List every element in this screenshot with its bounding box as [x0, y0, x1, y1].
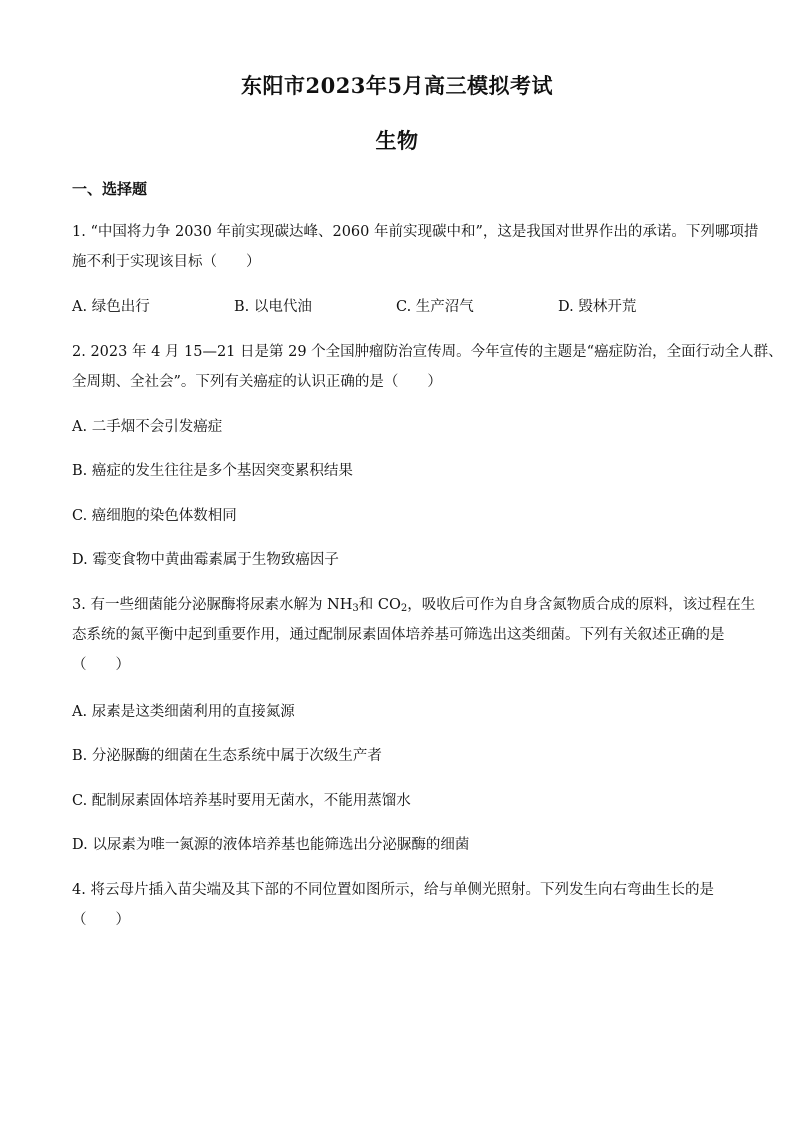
- option-a: A. 绿色出行: [72, 299, 150, 315]
- question-4-line-1: 4. 将云母片插入苗尖端及其下部的不同位置如图所示，给与单侧光照射。下列发生向右弯曲生长的是: [72, 882, 714, 898]
- question-3-option-b: B. 分泌脲酶的细菌在生态系统中属于次级生产者: [72, 748, 382, 764]
- subscript-3: 3: [352, 603, 359, 614]
- option-d: D. 毁林开荒: [558, 299, 637, 315]
- question-3-line-1: [72, 595, 756, 619]
- exam-title: 东阳市2023年5月高三模拟考试: [240, 73, 554, 98]
- option-b: B. 以电代油: [234, 299, 312, 315]
- question-3-line-3: （ ）: [72, 657, 130, 673]
- option-c: C. 生产沼气: [396, 299, 474, 315]
- question-2-option-c: C. 癌细胞的染色体数相同: [72, 508, 237, 524]
- subject-title: 生物: [375, 128, 419, 153]
- subscript-2: 2: [400, 603, 408, 614]
- question-3-option-d: D. 以尿素为唯一氮源的液体培养基也能筛选出分泌脲酶的细菌: [72, 837, 470, 853]
- question-1-options: [72, 297, 732, 317]
- question-2-option-d: D. 霉变食物中黄曲霉素属于生物致癌因子: [72, 552, 339, 568]
- question-2-line-2: 全周期、全社会”。下列有关癌症的认识正确的是（ ）: [72, 374, 442, 390]
- question-2-option-b: B. 癌症的发生往往是多个基因突变累积结果: [72, 463, 353, 479]
- question-1-line-2: 施不利于实现该目标（ ）: [72, 254, 261, 270]
- question-3-option-c: C. 配制尿素固体培养基时要用无菌水，不能用蒸馏水: [72, 793, 411, 809]
- question-3-line-1-mid: 和 CO: [358, 597, 401, 613]
- question-3-line-1-pre: 3. 有一些细菌能分泌脲酶将尿素水解为 NH: [72, 597, 353, 613]
- question-2-line-1: 2. 2023 年 4 月 15—21 日是第 29 个全国肿瘤防治宣传周。今年宣传的主题是“癌症防治，全面行动全人群、: [72, 344, 783, 360]
- section-heading: 一、选择题: [72, 180, 148, 198]
- question-3-option-a: A. 尿素是这类细菌利用的直接氮源: [72, 704, 295, 720]
- question-1-line-1: 1. “中国将力争 2030 年前实现碳达峰、2060 年前实现碳中和”，这是我国对世界作出的承诺。下列哪项措: [72, 224, 759, 240]
- question-2-option-a: A. 二手烟不会引发癌症: [72, 419, 223, 435]
- question-3-line-2: 态系统的氮平衡中起到重要作用，通过配制尿素固体培养基可筛选出这类细菌。下列有关叙述正确的是: [72, 627, 725, 643]
- question-3-line-1-post: ，吸收后可作为自身含氮物质合成的原料，该过程在生: [407, 597, 756, 613]
- question-4-line-2: （ ）: [72, 912, 130, 928]
